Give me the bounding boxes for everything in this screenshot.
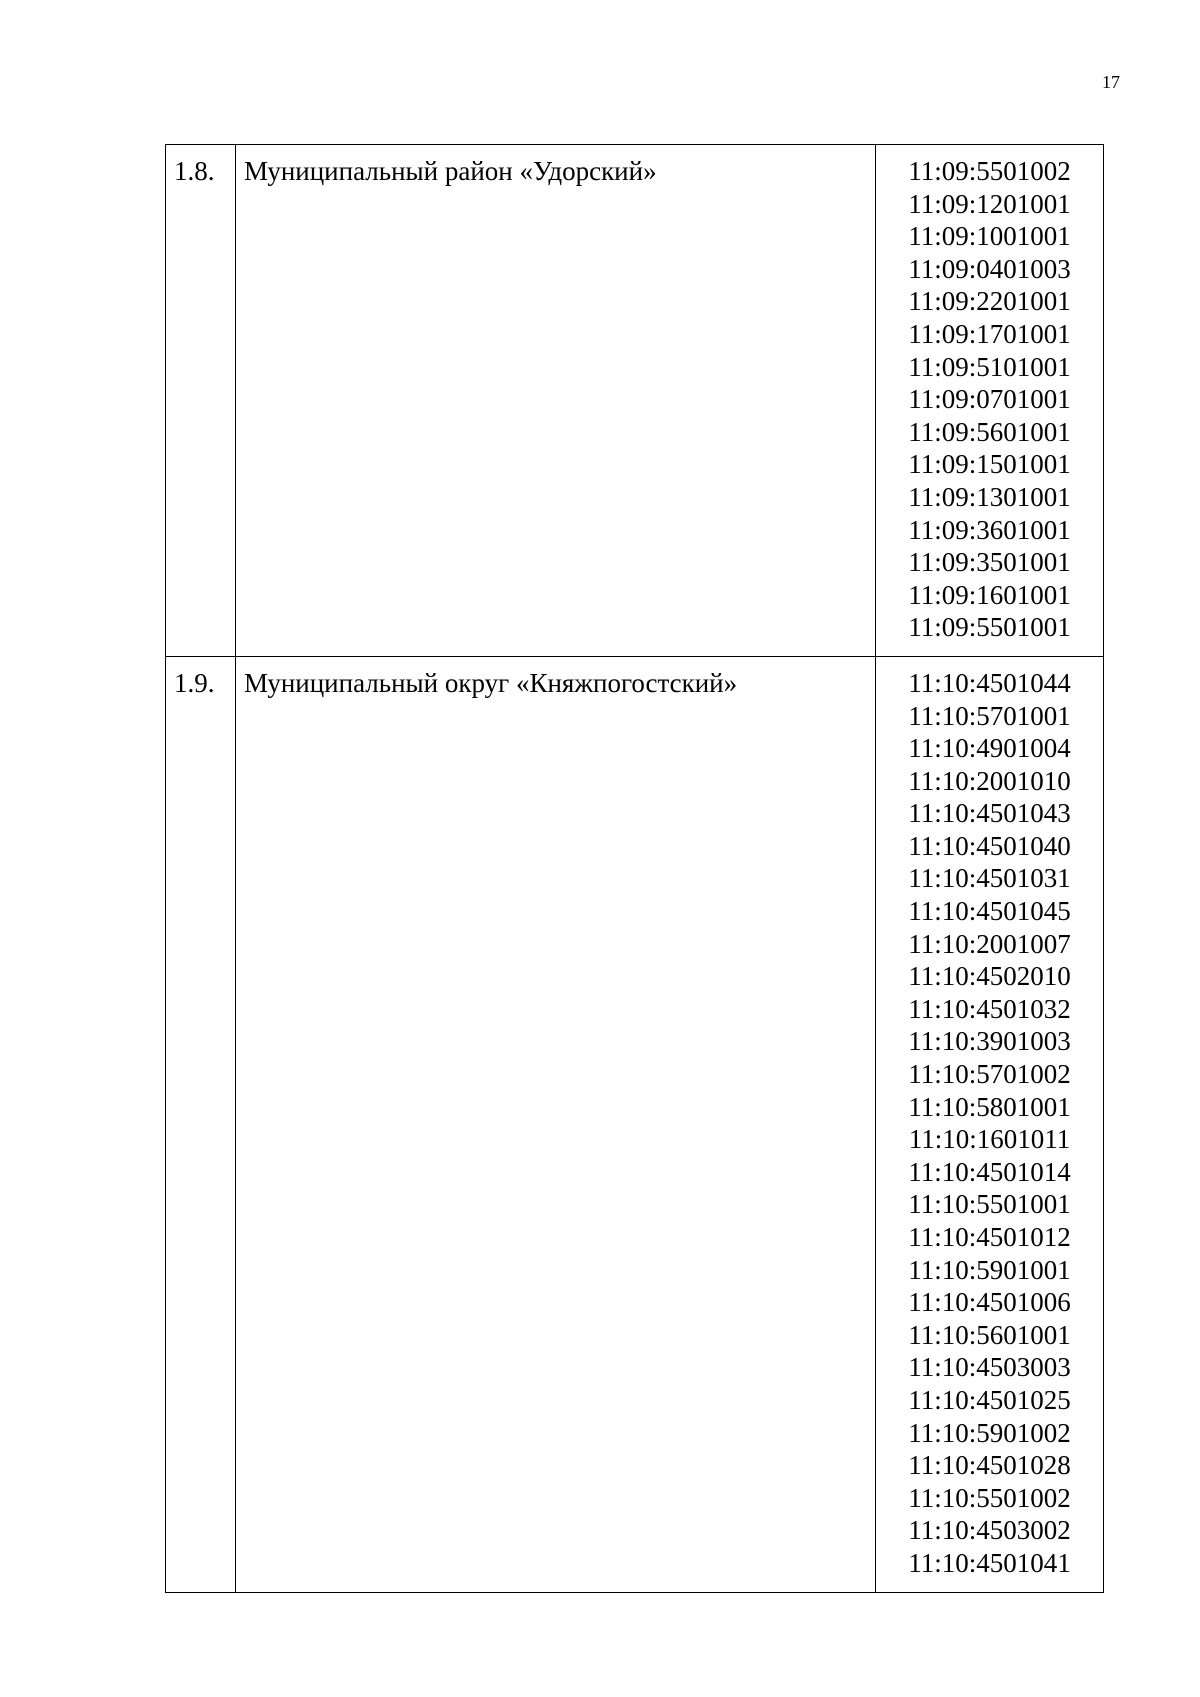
cadastral-code: 11:10:4501006 [908,1287,1071,1318]
cadastral-code: 11:09:1601001 [908,579,1071,610]
cadastral-code: 11:10:3901003 [908,1026,1071,1057]
cadastral-code: 11:10:5501001 [908,1189,1071,1220]
cadastral-codes [876,656,1104,1592]
cadastral-code: 11:10:4501043 [908,798,1071,829]
cadastral-code: 11:09:5501001 [908,612,1071,643]
cadastral-code: 11:10:2001010 [908,765,1071,796]
cadastral-code: 11:10:4501014 [908,1156,1071,1187]
cadastral-code: 11:09:1201001 [908,188,1071,219]
cadastral-code: 11:09:2201001 [908,286,1071,317]
page-number: 17 [1102,72,1120,92]
municipality-name: Муниципальный район «Удорский» [236,145,876,657]
cadastral-code: 11:10:4501044 [908,667,1071,698]
cadastral-code: 11:09:3501001 [908,547,1071,578]
cadastral-code: 11:10:5701001 [908,700,1071,731]
cadastral-codes [876,145,1104,657]
cadastral-code: 11:09:1501001 [908,449,1071,480]
cadastral-code: 11:10:5901002 [908,1417,1071,1448]
cadastral-code: 11:10:5601001 [908,1319,1071,1350]
cadastral-code: 11:10:4501031 [908,863,1071,894]
cadastral-code: 11:09:0701001 [908,384,1071,415]
cadastral-code: 11:09:1301001 [908,481,1071,512]
cadastral-code: 11:09:3601001 [908,514,1071,545]
cadastral-code: 11:10:5801001 [908,1091,1071,1122]
cadastral-code: 11:09:1701001 [908,318,1071,349]
cadastral-code: 11:10:2001007 [908,928,1071,959]
cadastral-code: 11:09:5501002 [908,156,1071,186]
cadastral-code: 11:10:4503002 [908,1515,1071,1546]
cadastral-code: 11:10:4901004 [908,733,1071,764]
cadastral-code: 11:10:5701002 [908,1059,1071,1090]
cadastral-table [165,144,1104,1593]
cadastral-code: 11:10:4501032 [908,993,1071,1024]
cadastral-code: 11:10:4501045 [908,896,1071,927]
cadastral-code: 11:09:5601001 [908,416,1071,447]
municipality-name: Муниципальный округ «Княжпогостский» [236,656,876,1592]
cadastral-code: 11:10:4501012 [908,1222,1071,1252]
cadastral-code: 11:10:4502010 [908,961,1071,992]
cadastral-code: 11:10:5901001 [908,1254,1071,1285]
cadastral-code: 11:09:1001001 [908,221,1071,252]
cadastral-code: 11:09:0401003 [908,253,1071,284]
row-number: 1.8. [166,145,236,657]
cadastral-code: 11:10:4501028 [908,1450,1071,1481]
row-number: 1.9. [166,656,236,1592]
cadastral-code: 11:10:5501002 [908,1482,1071,1513]
cadastral-code: 11:10:4501041 [908,1547,1071,1578]
table-row [166,656,1104,1592]
cadastral-code: 11:10:4501040 [908,830,1071,861]
cadastral-code: 11:10:4501025 [908,1384,1071,1415]
cadastral-code: 11:10:4503003 [908,1352,1071,1383]
table-body [166,145,1104,1593]
table-row [166,145,1104,657]
cadastral-code: 11:09:5101001 [908,351,1071,382]
cadastral-code: 11:10:1601011 [908,1124,1071,1155]
